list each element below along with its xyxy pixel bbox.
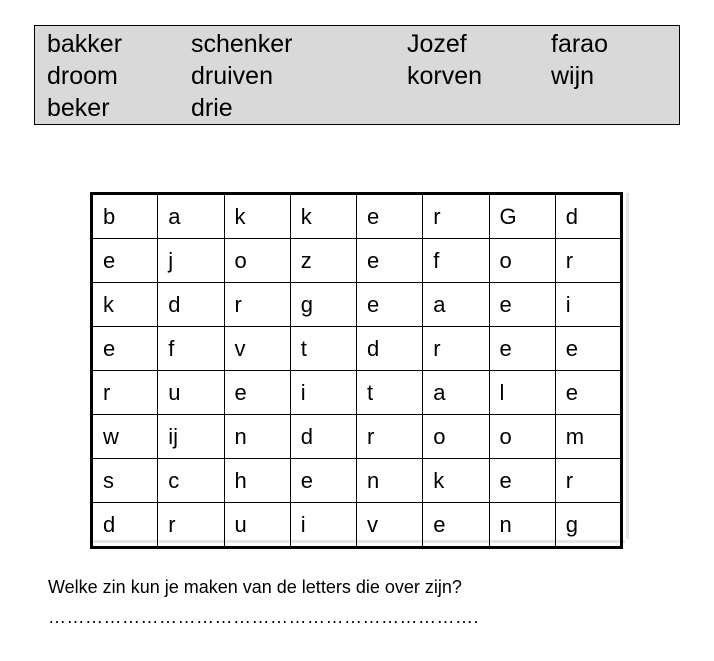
- grid-cell: G: [489, 194, 555, 239]
- grid-cell: a: [158, 194, 224, 239]
- grid-cell: d: [92, 503, 158, 548]
- grid-cell: r: [423, 327, 489, 371]
- grid-cell: k: [423, 459, 489, 503]
- grid-cell: m: [555, 415, 621, 459]
- word-list-item: farao: [551, 30, 608, 58]
- grid-cell: n: [357, 459, 423, 503]
- grid-cell: k: [290, 194, 356, 239]
- grid-cell: l: [489, 371, 555, 415]
- word-list-item: schenker: [191, 30, 293, 58]
- grid-cell: d: [290, 415, 356, 459]
- word-search-grid: [90, 192, 626, 540]
- word-list-box: [34, 25, 680, 125]
- grid-cell: f: [423, 239, 489, 283]
- grid-cell: r: [357, 415, 423, 459]
- word-list-item: beker: [47, 94, 110, 122]
- grid-cell: k: [92, 283, 158, 327]
- grid-cell: u: [224, 503, 290, 548]
- letter-table: [90, 192, 623, 549]
- grid-cell: n: [489, 503, 555, 548]
- word-list-item: druiven: [191, 62, 273, 90]
- grid-row: [92, 371, 622, 415]
- grid-cell: c: [158, 459, 224, 503]
- grid-cell: g: [290, 283, 356, 327]
- grid-cell: e: [357, 239, 423, 283]
- grid-cell: d: [357, 327, 423, 371]
- grid-cell: a: [423, 283, 489, 327]
- grid-cell: o: [489, 239, 555, 283]
- grid-cell: e: [92, 327, 158, 371]
- grid-cell: e: [290, 459, 356, 503]
- grid-cell: e: [423, 503, 489, 548]
- answer-line: …………………………………………………………….: [48, 607, 480, 627]
- grid-cell: i: [555, 283, 621, 327]
- grid-cell: d: [555, 194, 621, 239]
- grid-cell: e: [92, 239, 158, 283]
- grid-cell: v: [224, 327, 290, 371]
- grid-cell: o: [224, 239, 290, 283]
- grid-cell: r: [423, 194, 489, 239]
- grid-cell: r: [224, 283, 290, 327]
- word-list-item: korven: [407, 62, 483, 90]
- question-text: Welke zin kun je maken van de letters die over zijn?: [48, 577, 462, 597]
- grid-row: [92, 327, 622, 371]
- grid-row: [92, 503, 622, 548]
- grid-row: [92, 194, 622, 239]
- grid-cell: e: [357, 194, 423, 239]
- word-list-item: drie: [191, 94, 233, 122]
- grid-cell: d: [158, 283, 224, 327]
- grid-cell: o: [423, 415, 489, 459]
- grid-cell: i: [290, 503, 356, 548]
- grid-cell: i: [290, 371, 356, 415]
- grid-cell: e: [489, 459, 555, 503]
- grid-cell: b: [92, 194, 158, 239]
- grid-cell: e: [357, 283, 423, 327]
- grid-cell: t: [290, 327, 356, 371]
- grid-cell: r: [92, 371, 158, 415]
- word-list-item: Jozef: [407, 30, 467, 58]
- grid-cell: e: [224, 371, 290, 415]
- grid-row: [92, 415, 622, 459]
- grid-cell: h: [224, 459, 290, 503]
- word-list-item: droom: [47, 62, 118, 90]
- grid-cell: n: [224, 415, 290, 459]
- grid-cell: ij: [158, 415, 224, 459]
- grid-cell: e: [489, 283, 555, 327]
- grid-cell: z: [290, 239, 356, 283]
- grid-cell: f: [158, 327, 224, 371]
- grid-cell: a: [423, 371, 489, 415]
- grid-row: [92, 459, 622, 503]
- word-list-item: bakker: [47, 30, 123, 58]
- grid-row: [92, 283, 622, 327]
- grid-cell: r: [555, 459, 621, 503]
- grid-cell: e: [555, 327, 621, 371]
- grid-cell: o: [489, 415, 555, 459]
- grid-cell: t: [357, 371, 423, 415]
- grid-cell: s: [92, 459, 158, 503]
- word-list-item: wijn: [551, 62, 595, 90]
- grid-cell: w: [92, 415, 158, 459]
- grid-row: [92, 239, 622, 283]
- grid-cell: r: [555, 239, 621, 283]
- grid-cell: e: [555, 371, 621, 415]
- grid-cell: e: [489, 327, 555, 371]
- grid-cell: g: [555, 503, 621, 548]
- grid-cell: j: [158, 239, 224, 283]
- grid-cell: v: [357, 503, 423, 548]
- grid-cell: u: [158, 371, 224, 415]
- grid-cell: k: [224, 194, 290, 239]
- grid-cell: r: [158, 503, 224, 548]
